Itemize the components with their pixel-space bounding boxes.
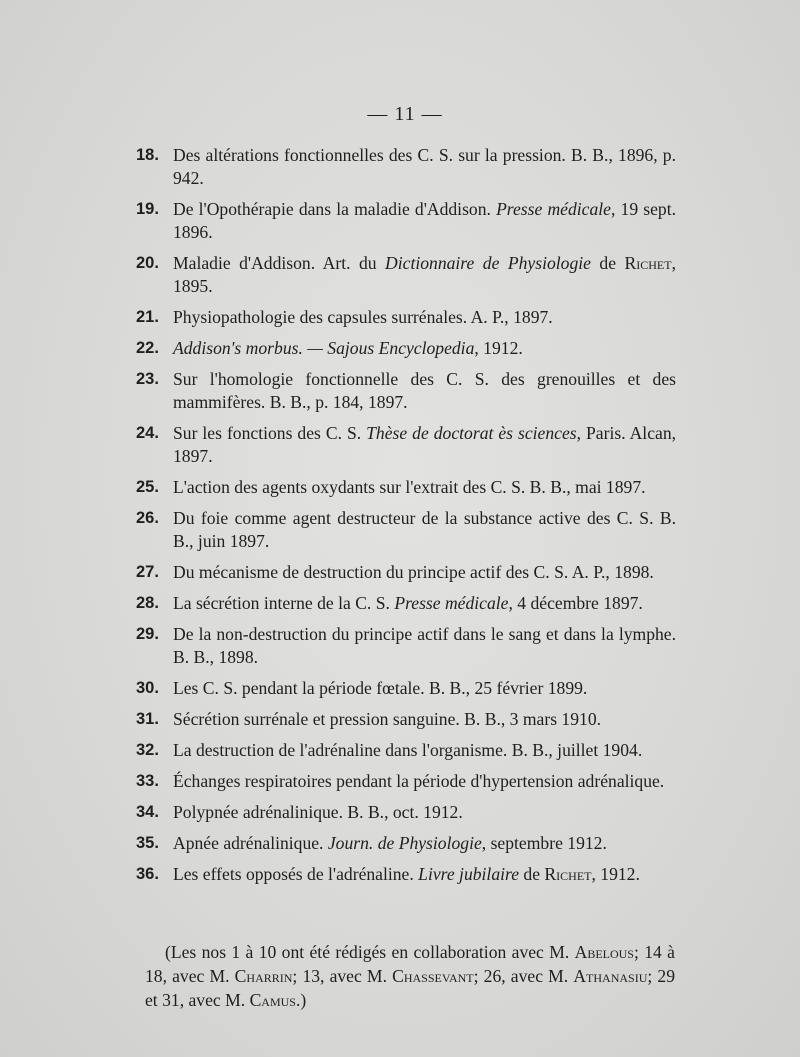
author-name: Richet	[544, 864, 592, 884]
entry-text: Échanges respiratoires pendant la période d'hypertension adrénalique.	[173, 771, 665, 791]
entry-number: 26.	[136, 509, 159, 527]
bibliography-entry	[136, 507, 676, 553]
entry-text: , septembre 1912.	[481, 833, 607, 853]
entry-number: 21.	[136, 308, 159, 326]
entry-text: La sécrétion interne de la C. S.	[173, 593, 395, 613]
entry-text: , 19 sept. 1896.	[173, 199, 677, 242]
bibliography-entry	[136, 476, 676, 499]
bibliography-entry	[136, 144, 676, 190]
entry-text: Maladie d'Addison. Art. du	[173, 253, 386, 273]
entry-number: 28.	[136, 594, 159, 612]
entry-text: ; 29 et 31, avec M.	[145, 966, 675, 1010]
collaboration-note	[145, 940, 675, 1012]
bibliography-entry	[136, 623, 676, 669]
entry-text: de	[519, 864, 545, 884]
italic-title: Dictionnaire de Physiologie	[385, 253, 591, 273]
entry-text: Du mécanisme de destruction du principe actif des C. S. A. P., 1898.	[173, 562, 654, 582]
entry-number: 34.	[136, 803, 159, 821]
entry-number: 29.	[136, 625, 159, 643]
bibliography-entry	[136, 677, 676, 700]
entry-text: Sur l'homologie fonctionnelle des C. S. des grenouilles et des mammifères. B. B., p. 184, 1897.	[173, 369, 676, 412]
entry-number: 19.	[136, 200, 159, 218]
author-name: Athanasiu	[573, 966, 648, 986]
entry-number: 30.	[136, 679, 159, 697]
bibliography-entry	[136, 198, 676, 244]
italic-title: Thèse de doctorat ès sciences	[366, 423, 577, 443]
entry-text: L'action des agents oxydants sur l'extrait des C. S. B. B., mai 1897.	[173, 477, 646, 497]
entry-text: , 1912.	[474, 338, 523, 358]
entry-number: 18.	[136, 146, 159, 164]
italic-title: Presse médicale	[496, 199, 611, 219]
entry-text: Physiopathologie des capsules surrénales. A. P., 1897.	[173, 307, 553, 327]
author-name: Charrin	[234, 966, 293, 986]
bibliography-entry	[136, 422, 676, 468]
entry-number: 25.	[136, 478, 159, 496]
entry-text: de	[590, 253, 625, 273]
entry-number: 24.	[136, 424, 159, 442]
entry-number: 31.	[136, 710, 159, 728]
entry-text: Polypnée adrénalinique. B. B., oct. 1912.	[173, 802, 463, 822]
entry-text: Apnée adrénalinique.	[173, 833, 328, 853]
entry-text: (Les nos 1 à 10 ont été rédigés en collaboration avec M.	[165, 942, 575, 962]
italic-title: Addison's morbus. — Sajous Encyclopedia	[173, 338, 475, 358]
entry-number: 22.	[136, 339, 159, 357]
author-name: Abelous	[574, 942, 634, 962]
bibliography-entry	[136, 306, 676, 329]
entry-text: ; 13, avec M.	[292, 966, 393, 986]
entry-number: 36.	[136, 865, 159, 883]
bibliography-entry	[136, 561, 676, 584]
bibliography-entry	[136, 708, 676, 731]
bibliography-list	[136, 144, 676, 894]
entry-text: , 4 décembre 1897.	[508, 593, 643, 613]
entry-number: 20.	[136, 254, 159, 272]
entry-text: Des altérations fonctionnelles des C. S. sur la pression. B. B., 1896, p. 942.	[173, 145, 676, 188]
entry-text: De la non-destruction du principe actif dans le sang et dans la lymphe. B. B., 1898.	[173, 624, 676, 667]
entry-text: De l'Opothérapie dans la maladie d'Addison.	[173, 199, 497, 219]
bibliography-entry	[136, 252, 676, 298]
entry-text: Les C. S. pendant la période fœtale. B. B., 25 février 1899.	[173, 678, 588, 698]
entry-text: , Paris. Alcan, 1897.	[173, 423, 677, 466]
entry-text: Les effets opposés de l'adrénaline.	[173, 864, 419, 884]
entry-text: La destruction de l'adrénaline dans l'organisme. B. B., juillet 1904.	[173, 740, 643, 760]
entry-number: 33.	[136, 772, 159, 790]
entry-number: 27.	[136, 563, 159, 581]
bibliography-entry	[136, 739, 676, 762]
entry-text: .)	[295, 990, 307, 1010]
entry-text: ; 14 à 18, avec M.	[145, 942, 675, 986]
entry-text: Du foie comme agent destructeur de la substance active des C. S. B. B., juin 1897.	[173, 508, 676, 551]
bibliography-entry	[136, 801, 676, 824]
bibliography-entry	[136, 368, 676, 414]
entry-text: Sécrétion surrénale et pression sanguine. B. B., 3 mars 1910.	[173, 709, 602, 729]
entry-number: 32.	[136, 741, 159, 759]
italic-title: Journ. de Physiologie	[327, 833, 482, 853]
italic-title: Livre jubilaire	[418, 864, 520, 884]
bibliography-entry	[136, 863, 676, 886]
entry-text: Sur les fonctions des C. S.	[173, 423, 367, 443]
entry-text: , 1912.	[591, 864, 640, 884]
entry-number: 35.	[136, 834, 159, 852]
entry-text: , 1895.	[173, 253, 676, 296]
page-number: — 11 —	[367, 103, 443, 125]
author-name: Richet	[624, 253, 672, 273]
bibliography-entry	[136, 337, 676, 360]
author-name: Chassevant	[392, 966, 474, 986]
bibliography-entry	[136, 592, 676, 615]
italic-title: Presse médicale	[394, 593, 509, 613]
entry-number: 23.	[136, 370, 159, 388]
bibliography-entry	[136, 770, 676, 793]
entry-text: ; 26, avec M.	[473, 966, 574, 986]
author-name: Camus	[249, 990, 296, 1010]
bibliography-entry	[136, 832, 676, 855]
